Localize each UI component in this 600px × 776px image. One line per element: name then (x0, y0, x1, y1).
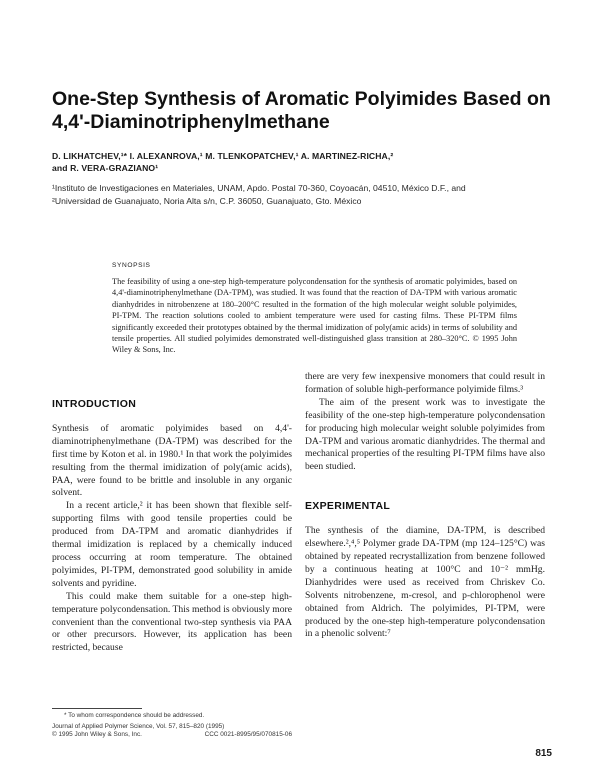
intro-paragraph-5: The aim of the present work was to investigate the feasibility of the one-step high-temperature polycondensation for producing high molecular weight soluble polyimides from DA-TPM and various aromatic dianhydrides. The thermal and mechanical properties of the resulting PI-TPM films have also been studied. (305, 396, 545, 473)
ccc-code: CCC 0021-8995/95/070815-06 (204, 731, 292, 739)
journal-citation: Journal of Applied Polymer Science, Vol. 57, 815–820 (1995) (52, 723, 225, 731)
left-column (52, 398, 292, 655)
author-line-1: D. LIKHATCHEV,¹* I. ALEXANROVA,¹ M. TLENKOPATCHEV,¹ A. MARTINEZ-RICHA,² (52, 151, 394, 161)
paper-title: One-Step Synthesis of Aromatic Polyimides Based on 4,4'-Diaminotriphenylmethane (52, 88, 551, 133)
right-column (305, 371, 545, 641)
affiliation-2: ²Universidad de Guanajuato, Noria Alta s/n, C.P. 36050, Guanajuato, Gto. México (52, 195, 362, 206)
footnotes (52, 708, 292, 740)
affiliations (52, 182, 552, 207)
introduction-heading: INTRODUCTION (52, 398, 137, 410)
correspondence-footnote: * To whom correspondence should be addressed. (64, 712, 205, 719)
footnote-rule (52, 708, 142, 709)
copyright-text: © 1995 John Wiley & Sons, Inc. (52, 731, 142, 739)
synopsis-text: The feasibility of using a one-step high-temperature polycondensation for the synthesis of aromatic polyimides, based on 4,4'-diaminotriphenylmethane (DA-TPM), was studied. It was found that the reaction of DA-TPM with various aromatic dianhydrides in nitrobenzene at 180–200°C resulted in the formation of the high molecular weight soluble polyimides, PI-TPM. The reaction solutions cooled to ambient temperature were used for casting films. These PI-TPM films significantly exceeded their prototypes obtained by the thermal imidization of poly(amic acids) in terms of solubility and tensile properties. All studied polyimides demonstrated well-distinguished glass transition at 280–320°C. © 1995 John Wiley & Sons, Inc. (112, 277, 517, 355)
author-line-2: and R. VERA-GRAZIANO¹ (52, 163, 159, 173)
page-number: 815 (535, 748, 552, 759)
intro-paragraph-1: Synthesis of aromatic polyimides based on 4,4'-diaminotriphenylmethane (DA-TPM) was described for the first time by Koton et al. in 1980.¹ In that work the polyimides resulting from the thermal imidization of poly(amic acids), PAA, were found to be brittle and insoluble in any organic solvent. (52, 422, 292, 499)
affiliation-1: ¹Instituto de Investigaciones en Materiales, UNAM, Apdo. Postal 70-360, Coyoacán, 04510, México D.F., and (52, 183, 466, 193)
author-list (52, 150, 552, 174)
intro-paragraph-2: In a recent article,² it has been shown that flexible self-supporting films with good tensile properties could be produced from DA-TPM and aromatic dianhydrides if thermal imidization is replaced by a chemically induced process occurring at room temperature. The obtained polyimides, PI-TPM, demonstrated good solubility in amide solvents and pyridine. (52, 500, 292, 589)
experimental-paragraph-1: The synthesis of the diamine, DA-TPM, is described elsewhere.²,⁴,⁵ Polymer grade DA-TPM (mp 124–125°C) was obtained by repeated recrystallization from benzene followed by a continuous heating at 100°C and 10⁻² mmHg. Dianhydrides were used as received from Chriskev Co. Solvents nitrobenzene, m-cresol, and p-chlorophenol were obtained from Aldrich. The polyimides, PI-TPM, were produced by the one-step high-temperature polycondensation in a phenolic solvent:⁷ (305, 525, 545, 640)
experimental-heading: EXPERIMENTAL (305, 500, 391, 513)
copyright-line (52, 731, 292, 739)
intro-paragraph-3: This could make them suitable for a one-step high-temperature polycondensation. This method is obviously more convenient than the conventional two-step synthesis via PAA or other precursors. However, its application has been restricted, because (52, 590, 292, 654)
synopsis-heading: SYNOPSIS (112, 262, 151, 269)
intro-paragraph-4: there are very few inexpensive monomers that could result in formation of soluble high-performance polyimide films.³ (305, 371, 545, 395)
